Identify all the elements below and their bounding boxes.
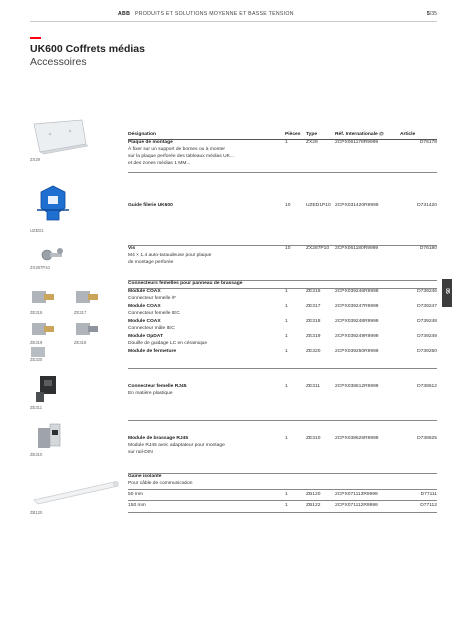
caption-ze317: ZE317 xyxy=(74,310,87,315)
caption-ze316: ZE316 xyxy=(30,310,43,315)
gaine-desc: Pour câble de communication xyxy=(128,481,193,486)
gaine-size: 150 mm xyxy=(128,503,146,508)
row-desc-line: M4 × 1.4 auto-taraudeuse pour plaque xyxy=(128,253,212,258)
gaine-title: Gaine isolante xyxy=(128,474,162,479)
caption-ze318: ZE318 xyxy=(74,340,87,345)
col-ref: Réf. Internationale @ xyxy=(335,132,384,137)
caption-zx287: ZX287P10 xyxy=(30,265,50,270)
caption-ze311: ZE311 xyxy=(30,405,43,410)
row-divider xyxy=(128,172,437,173)
row-type: ZX287P10 xyxy=(306,246,330,251)
rj45-type: ZE311 xyxy=(306,384,321,389)
rj45-article: D738612 xyxy=(417,384,437,389)
col-designation: Désignation xyxy=(128,132,156,137)
caption-zb120: ZB120 xyxy=(30,510,43,515)
page-number: 5/35 xyxy=(426,11,437,17)
cable-guide-image xyxy=(33,182,73,227)
row-divider xyxy=(128,368,437,369)
gaine-pieces: 1 xyxy=(285,503,288,508)
row-article: D731420 xyxy=(417,203,437,208)
col-type: Type xyxy=(306,132,318,137)
row-pieces: 10 xyxy=(285,246,291,251)
row-type: ZX29 xyxy=(306,140,318,145)
rj45-connector-image xyxy=(34,372,64,404)
brassage-ref: 2CPX038625R9999 xyxy=(335,436,379,441)
sleeve-image xyxy=(30,478,122,506)
module-desc: Douille de guidage LC en céramique xyxy=(128,341,208,346)
row-ref: 2CPX031420R9999 xyxy=(335,203,379,208)
module-ref: 2CPX039248R9999 xyxy=(335,319,379,324)
module-type: ZE319 xyxy=(306,334,321,339)
module-ref: 2CPX039249R9999 xyxy=(335,334,379,339)
caption-ze320: ZE320 xyxy=(30,357,43,362)
page-title: UK600 Coffrets médias xyxy=(30,43,145,55)
module-article: D739247 xyxy=(417,304,437,309)
row-desc-line: À fixer sur un support de bornes ou à monter xyxy=(128,147,226,152)
row-desc-line: sur la plaque perforée des tableaux médias UK... xyxy=(128,154,235,159)
gaine-article: D77112 xyxy=(420,503,437,508)
brassage-pieces: 1 xyxy=(285,436,288,441)
module-type: ZE317 xyxy=(306,304,321,309)
gaine-article: D77111 xyxy=(420,492,437,497)
rj45-desc: En matière plastique xyxy=(128,391,173,396)
col-article: Article xyxy=(400,132,416,137)
opdat-image xyxy=(74,318,100,340)
row-divider xyxy=(128,473,437,474)
module-article: D739249 xyxy=(417,334,437,339)
group-heading: Connecteurs femelles pour panneau de brassage xyxy=(128,281,243,286)
gaine-ref: 2CPX071113R9999 xyxy=(335,492,378,497)
page-header xyxy=(0,9,452,21)
module-desc: Connecteur mâle IEC xyxy=(128,326,175,331)
module-ref: 2CPX039246R9999 xyxy=(335,289,379,294)
gaine-ref: 2CPX071112R9999 xyxy=(335,503,378,508)
header-divider xyxy=(30,21,437,22)
caption-uzed: UZED1 xyxy=(30,228,44,233)
row-divider xyxy=(128,500,437,501)
row-article: D76178 xyxy=(419,140,437,145)
module-pieces: 1 xyxy=(285,349,288,354)
gaine-size: 50 mm xyxy=(128,492,143,497)
module-title: Module de fermeture xyxy=(128,349,177,354)
row-title: Vis xyxy=(128,246,136,251)
header-section: PRODUITS ET SOLUTIONS MOYENNE ET BASSE TENSION xyxy=(135,11,294,17)
coax-f-image xyxy=(30,286,56,308)
module-desc: Connecteur femelle /F xyxy=(128,296,177,301)
row-divider xyxy=(128,489,437,490)
brassage-desc: sur rail-DIN xyxy=(128,450,153,455)
module-pieces: 1 xyxy=(285,304,288,309)
row-type: UZED1P10 xyxy=(306,203,331,208)
module-type: ZE318 xyxy=(306,319,321,324)
col-pieces: Pièces xyxy=(285,132,301,137)
brassage-desc: Module RJ45 avec adaptateur pour montage xyxy=(128,443,225,448)
module-title: Module COAX xyxy=(128,319,161,324)
module-article: D739246 xyxy=(417,289,437,294)
module-article: D739248 xyxy=(417,319,437,324)
brassage-type: ZE310 xyxy=(306,436,321,441)
module-ref: 2CPX039250R9999 xyxy=(335,349,379,354)
screw-image xyxy=(38,246,68,264)
row-desc-line: de montage perforée xyxy=(128,260,174,265)
module-pieces: 1 xyxy=(285,319,288,324)
row-title: Guide filerie UK600 xyxy=(128,203,173,208)
row-pieces: 10 xyxy=(285,203,291,208)
accent-bar xyxy=(30,37,41,39)
closing-module-image xyxy=(30,345,46,357)
row-divider xyxy=(128,420,437,421)
row-pieces: 1 xyxy=(285,140,288,145)
coax-male-image xyxy=(30,318,56,340)
module-title: Module COAX xyxy=(128,289,161,294)
module-pieces: 1 xyxy=(285,334,288,339)
rj45-title: Connecteur femelle RJ45 xyxy=(128,384,187,389)
chapter-tab[interactable] xyxy=(442,279,452,307)
module-pieces: 1 xyxy=(285,289,288,294)
module-ref: 2CPX039247R9999 xyxy=(335,304,379,309)
chapter-tab-label: 05 xyxy=(443,288,450,294)
brassage-article: D738625 xyxy=(417,436,437,441)
rj45-ref: 2CPX038612R9999 xyxy=(335,384,379,389)
gaine-type: ZB122 xyxy=(306,503,321,508)
rj45-pieces: 1 xyxy=(285,384,288,389)
module-title: Module OpDAT xyxy=(128,334,163,339)
page-subtitle: Accessoires xyxy=(30,56,87,68)
module-type: ZE320 xyxy=(306,349,321,354)
caption-ze319: ZE319 xyxy=(30,340,43,345)
row-title: Plaque de montage xyxy=(128,140,173,145)
module-type: ZE316 xyxy=(306,289,321,294)
row-article: D76180 xyxy=(419,246,437,251)
module-article: D739250 xyxy=(417,349,437,354)
mounting-plate-image xyxy=(30,118,90,156)
brand-logo-text: ABB xyxy=(118,11,131,17)
gaine-type: ZB120 xyxy=(306,492,321,497)
caption-ze310: ZE310 xyxy=(30,452,43,457)
gaine-pieces: 1 xyxy=(285,492,288,497)
caption-zx29: ZX29 xyxy=(30,157,41,162)
brassage-title: Module de brassage RJ45 xyxy=(128,436,189,441)
module-desc: Connecteur femelle IEC xyxy=(128,311,180,316)
coax-iec-image xyxy=(74,286,100,308)
patch-module-image xyxy=(34,422,68,452)
row-divider xyxy=(128,512,437,513)
row-desc-line: et des zones médias 1 MM... xyxy=(128,161,191,166)
module-title: Module COAX xyxy=(128,304,161,309)
row-ref: 2CPX061180R9999 xyxy=(335,246,379,251)
row-ref: 2CPX061178R9999 xyxy=(335,140,379,145)
